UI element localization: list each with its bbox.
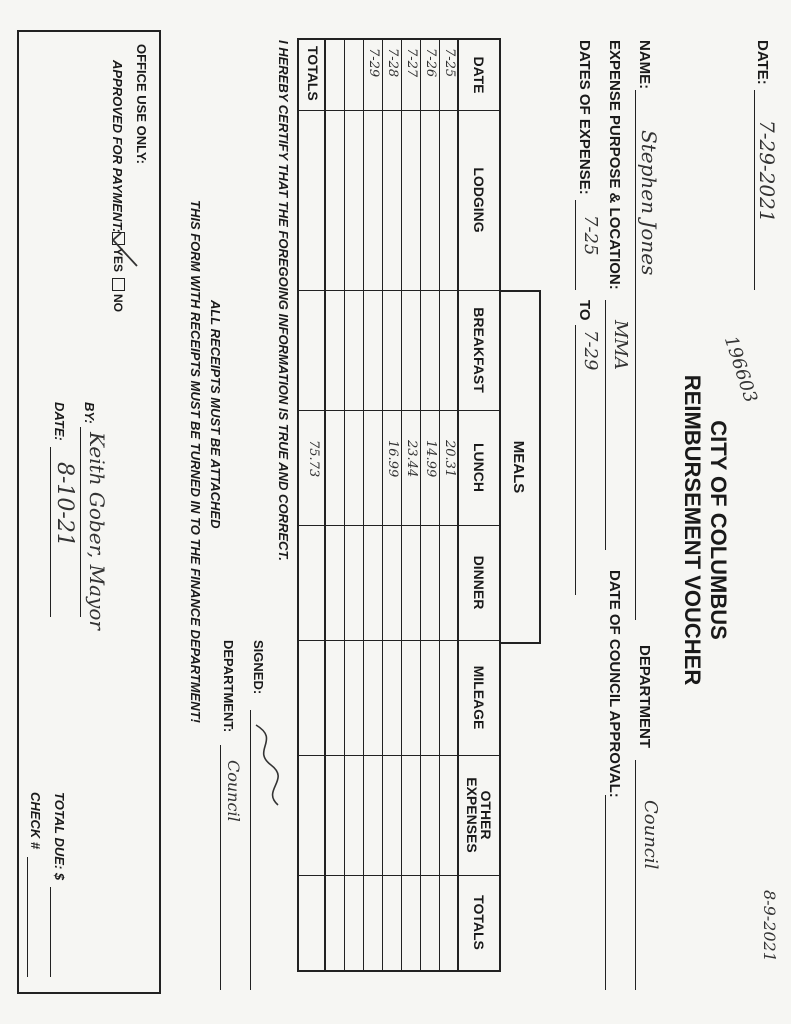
purpose-line (605, 300, 606, 550)
row-divider (382, 40, 383, 970)
name-line (635, 90, 636, 620)
check-number-label: CHECK # (28, 792, 43, 850)
yes-label: YES (111, 248, 125, 273)
certification-statement: I HEREBY CERTIFY THAT THE FOREGOING INFORMATION IS TRUE AND CORRECT. (276, 40, 291, 561)
approval-date-value: 8-10-21 (52, 462, 77, 547)
row-date: 7-26 (423, 48, 438, 78)
row-lunch: 14.99 (423, 440, 438, 478)
row-divider (457, 40, 459, 970)
column-header-other-expenses: OTHER EXPENSES (464, 777, 494, 853)
name-label: NAME: (636, 40, 653, 90)
employee-signature (246, 720, 286, 810)
total-due-label: TOTAL DUE: $ (52, 792, 67, 881)
lunch-total: 75.73 (306, 440, 321, 478)
by-value: Keith Gober, Mayor (85, 432, 109, 630)
row-lunch: 20.31 (442, 440, 457, 478)
row-date: 7-27 (404, 48, 419, 78)
date-label: DATE: (754, 40, 771, 85)
certification-department-line (220, 745, 221, 990)
certification-department-label: DEPARTMENT: (221, 640, 236, 733)
by-line (80, 427, 81, 617)
row-divider (401, 40, 402, 970)
no-checkbox[interactable] (112, 278, 125, 291)
column-header-breakfast: BREAKFAST (471, 307, 487, 393)
dates-to-label: TO (576, 300, 593, 321)
column-header-mileage: MILEAGE (471, 665, 487, 730)
dates-from-value: 7-25 (580, 215, 601, 256)
dates-from-line (575, 200, 576, 290)
total-due-line (50, 887, 51, 977)
approval-date-line (50, 447, 51, 617)
department-value: Council (640, 800, 661, 870)
row-lunch: 23.44 (404, 440, 419, 478)
column-header-totals: TOTALS (471, 895, 487, 950)
meals-group-header: MEALS (499, 290, 541, 644)
no-label: NO (111, 294, 125, 312)
expense-table (297, 38, 501, 972)
column-header-dinner: DINNER (471, 555, 487, 610)
column-header-lunch: LUNCH (471, 443, 487, 492)
dates-label: DATES OF EXPENSE: (576, 40, 593, 195)
check-number-line (27, 857, 28, 977)
column-header-date: DATE (471, 56, 487, 94)
council-approval-line (605, 795, 606, 990)
corner-date: 8-9-2021 (760, 890, 779, 962)
approval-date-label: DATE: (52, 402, 67, 441)
title-line-2: REIMBURSEMENT VOUCHER (680, 374, 705, 686)
office-use-heading: OFFICE USE ONLY: (134, 44, 149, 164)
purpose-label: EXPENSE PURPOSE & LOCATION: (606, 40, 623, 290)
receipts-note-2: THIS FORM WITH RECEIPTS MUST BE TURNED IN TO THE FINANCE DEPARTMENT! (188, 200, 203, 723)
dates-to-value: 7-29 (580, 330, 601, 371)
date-value: 7-29-2021 (755, 120, 779, 223)
certification-department-value: Council (224, 760, 243, 822)
receipts-note-1: ALL RECEIPTS MUST BE ATTACHED (208, 300, 223, 529)
column-header-lodging: LODGING (471, 167, 487, 233)
voucher-number-stamp: 196603 (719, 333, 762, 406)
council-approval-label: DATE OF COUNCIL APPROVAL: (606, 570, 623, 798)
by-label: BY: (82, 402, 97, 424)
dates-to-line (575, 325, 576, 595)
row-divider (439, 40, 440, 970)
row-date: 7-25 (442, 48, 457, 78)
row-divider (363, 40, 364, 970)
title-line-1: CITY OF COLUMBUS (706, 420, 731, 640)
row-divider (324, 40, 326, 970)
signed-label: SIGNED: (251, 640, 266, 695)
totals-row-label: TOTALS (305, 46, 321, 101)
row-divider (344, 40, 345, 970)
form-title (679, 350, 731, 710)
approved-label: APPROVED FOR PAYMENT: (110, 60, 125, 233)
name-value: Stephen Jones (637, 130, 661, 276)
office-use-box (17, 30, 161, 994)
row-divider (420, 40, 421, 970)
purpose-value: MMA (610, 320, 631, 370)
department-line (635, 760, 636, 990)
row-lunch: 16.99 (385, 440, 400, 478)
row-date: 7-29 (366, 48, 381, 78)
row-date: 7-28 (385, 48, 400, 78)
department-label: DEPARTMENT (636, 645, 653, 749)
